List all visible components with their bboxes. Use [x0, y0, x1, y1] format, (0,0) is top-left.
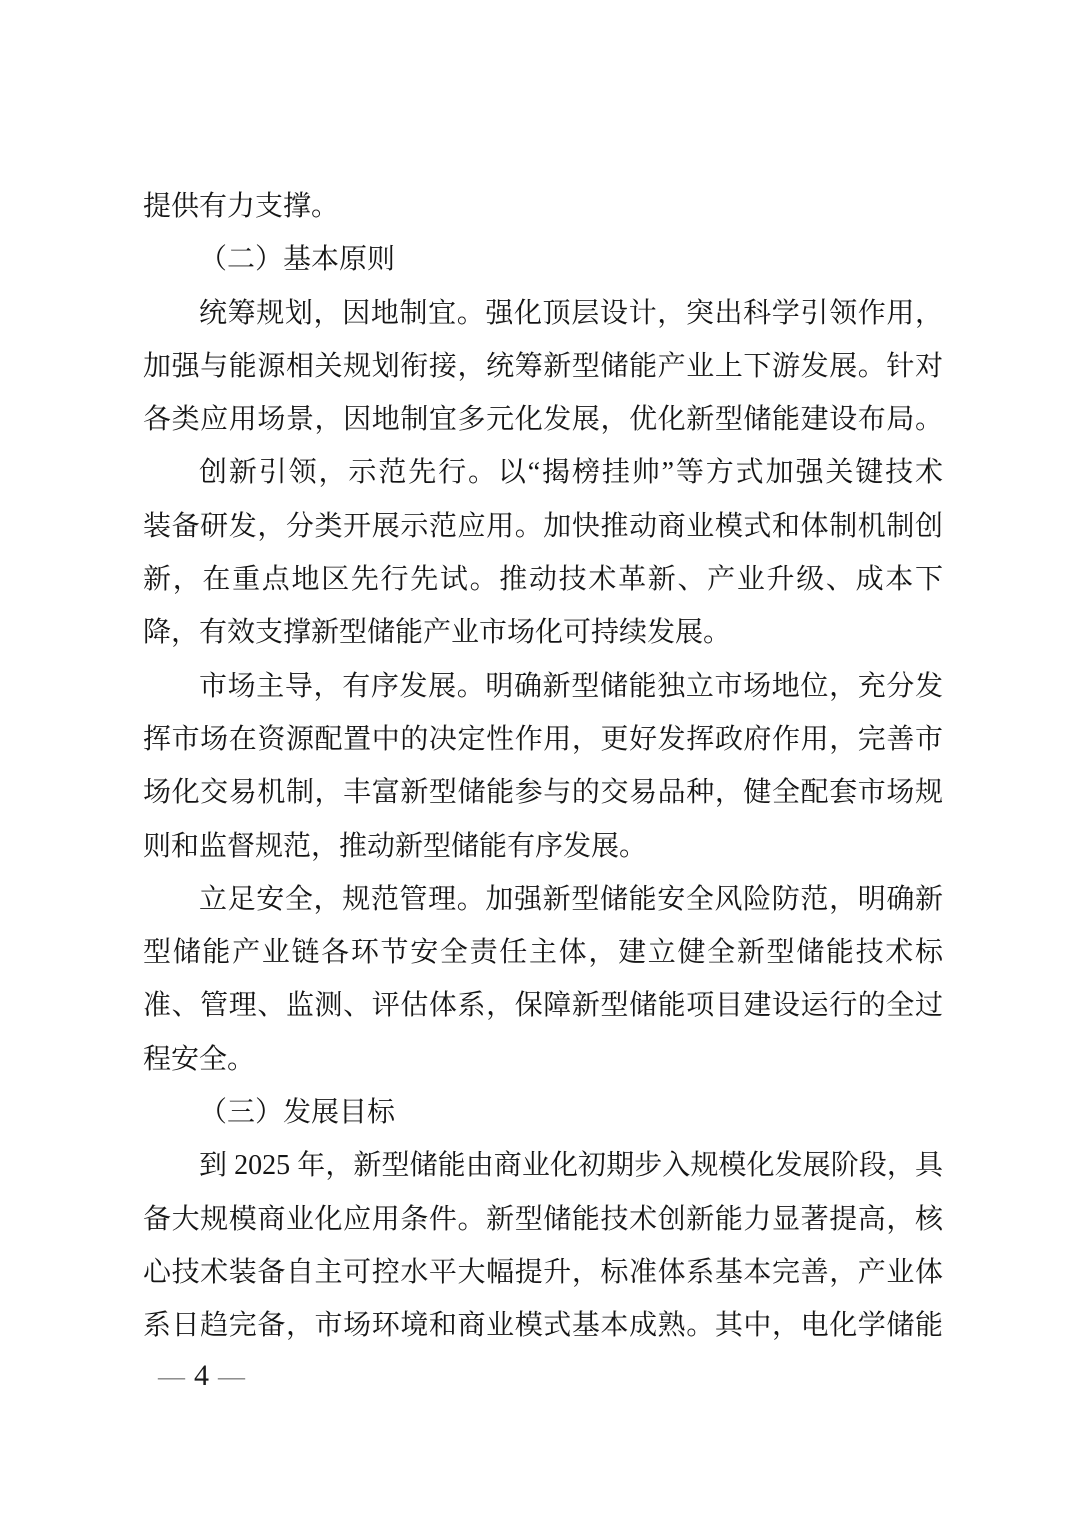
text-line: 装备研发，分类开展示范应用。加快推动商业模式和体制机制创: [143, 510, 943, 542]
text-line: 型储能产业链各环节安全责任主体，建立健全新型储能技术标: [143, 937, 943, 969]
text-line: 各类应用场景，因地制宜多元化发展，优化新型储能建设布局。: [143, 404, 943, 436]
text-line: 挥市场在资源配置中的决定性作用，更好发挥政府作用，完善市: [143, 723, 943, 755]
footer-dash-right: —: [218, 1360, 245, 1391]
text-line: 准、管理、监测、评估体系，保障新型储能项目建设运行的全过: [143, 990, 943, 1022]
document-body: [143, 180, 943, 1353]
text-line: 立足安全，规范管理。加强新型储能安全风险防范，明确新: [199, 883, 943, 915]
text-line: 市场主导，有序发展。明确新型储能独立市场地位，充分发: [199, 670, 943, 702]
text-line: （二）基本原则: [199, 244, 396, 276]
text-line: 心技术装备自主可控水平大幅提升，标准体系基本完善，产业体: [143, 1256, 943, 1288]
text-line: 降，有效支撑新型储能产业市场化可持续发展。: [143, 617, 732, 649]
footer-dash-left: —: [158, 1360, 185, 1391]
text-line: （三）发展目标: [199, 1097, 396, 1129]
text-line: 程安全。: [143, 1043, 256, 1075]
text-line: 新，在重点地区先行先试。推动技术革新、产业升级、成本下: [143, 564, 943, 596]
text-line: 系日趋完备，市场环境和商业模式基本成熟。其中，电化学储能: [143, 1310, 943, 1342]
text-line: 则和监督规范，推动新型储能有序发展。: [143, 830, 648, 862]
text-line: 提供有力支撑。: [143, 191, 340, 222]
page-number: 4: [194, 1359, 209, 1392]
text-line: 备大规模商业化应用条件。新型储能技术创新能力显著提高，核: [143, 1203, 943, 1235]
text-line: 到 2025 年，新型储能由商业化初期步入规模化发展阶段，具: [199, 1150, 943, 1182]
text-line: 加强与能源相关规划衔接，统筹新型储能产业上下游发展。针对: [143, 350, 943, 382]
text-line: 场化交易机制，丰富新型储能参与的交易品种，健全配套市场规: [143, 777, 943, 809]
page-footer: [158, 1361, 245, 1391]
text-line: 统筹规划，因地制宜。强化顶层设计，突出科学引领作用，: [199, 297, 943, 329]
text-line: 创新引领，示范先行。以“揭榜挂帅”等方式加强关键技术: [199, 457, 943, 489]
